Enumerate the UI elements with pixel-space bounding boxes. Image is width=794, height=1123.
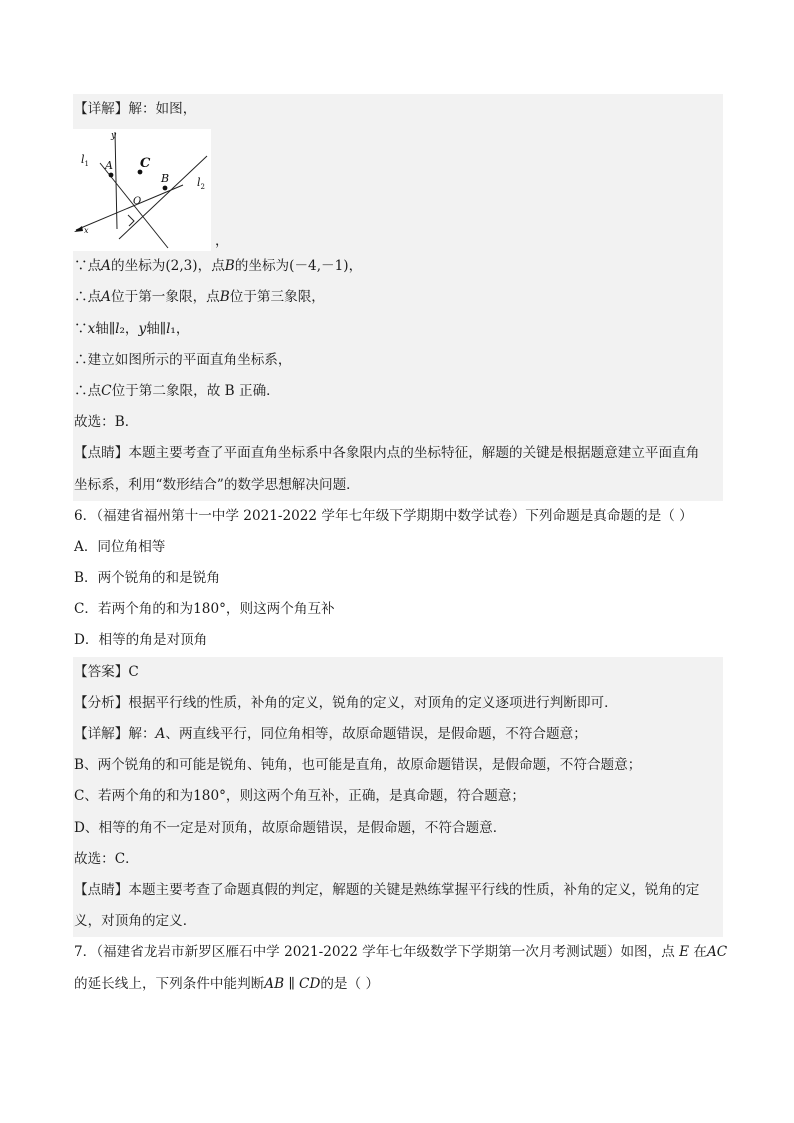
C-label: C bbox=[140, 156, 151, 172]
l2-label: $l_2$ bbox=[197, 176, 205, 192]
point-A bbox=[109, 173, 114, 178]
x-axis-label: x bbox=[84, 226, 89, 236]
text-line: ∴点𝐶位于第二象限，故 B 正确． bbox=[73, 376, 723, 407]
right-angle-mark bbox=[128, 215, 134, 226]
text-line: D．相等的角是对顶角 bbox=[74, 632, 208, 649]
text-line: C．若两个角的和为180°，则这两个角互补 bbox=[74, 601, 335, 618]
B-label: B bbox=[161, 172, 170, 186]
x-axis bbox=[76, 185, 183, 230]
text-line: ∵𝑥轴∥𝑙₂，𝑦轴∥𝑙₁， bbox=[73, 314, 723, 345]
text-line: A．同位角相等 bbox=[74, 538, 166, 555]
text-line: 6．（福建省福州第十一中学 2021-2022 学年七年级下学期期中数学试卷）下列命题是真命题的是（ ） bbox=[74, 507, 693, 524]
text-line: C、若两个角的和为180°，则这两个角互补，正确，是真命题，符合题意； bbox=[73, 781, 723, 812]
text-line: 【答案】C bbox=[73, 657, 723, 688]
text-line: 【点睛】本题主要考查了平面直角坐标系中各象限内点的坐标特征，解题的关键是根据题意建立平面直角 bbox=[73, 438, 723, 469]
O-label: O bbox=[133, 196, 142, 208]
text-line: 【详解】解：𝐴、两直线平行，同位角相等，故原命题错误，是假命题，不符合题意； bbox=[73, 719, 723, 750]
figure-box bbox=[73, 129, 211, 251]
text-line: ∴建立如图所示的平面直角坐标系， bbox=[73, 345, 723, 376]
l1-label: $l_1$ bbox=[81, 153, 89, 169]
text-line: D、相等的角不一定是对顶角，故原命题错误，是假命题，不符合题意． bbox=[73, 813, 723, 844]
text-line: 故选：B． bbox=[73, 407, 723, 438]
text-line: 【分析】根据平行线的性质，补角的定义，锐角的定义，对顶角的定义逐项进行判断即可． bbox=[73, 688, 723, 719]
text-line: 故选：C． bbox=[73, 844, 723, 875]
figure-tail: ， bbox=[215, 233, 229, 250]
text-line: B．两个锐角的和是锐角 bbox=[74, 570, 220, 587]
x-axis-arrow bbox=[74, 226, 83, 232]
text-line: 义，对顶角的定义． bbox=[73, 906, 723, 937]
coordinate-figure bbox=[73, 129, 211, 251]
y-axis-label: y bbox=[111, 131, 117, 142]
A-label: A bbox=[105, 159, 113, 173]
text-line: 7．（福建省龙岩市新罗区雁石中学 2021-2022 学年七年级数学下学期第一次月考测试题）如图，点 𝐸 在𝐴𝐶 bbox=[74, 944, 728, 961]
document-page bbox=[73, 94, 728, 1000]
text-line: 【详解】解：如图， bbox=[73, 94, 723, 125]
text-line: ∴点𝐴位于第一象限，点𝐵位于第三象限， bbox=[73, 282, 723, 313]
text-line: 坐标系，利用“数形结合”的数学思想解决问题． bbox=[73, 470, 723, 501]
text-line: ∵点𝐴的坐标为(2,3)，点𝐵的坐标为(－4,－1)， bbox=[73, 251, 723, 282]
text-line: 【点睛】本题主要考查了命题真假的判定，解题的关键是熟练掌握平行线的性质，补角的定义，锐角的定 bbox=[73, 875, 723, 906]
y-axis bbox=[115, 132, 117, 229]
text-line: 的延长线上，下列条件中能判断𝐴𝐵 ∥ 𝐶𝐷的是（ ） bbox=[74, 975, 380, 992]
figure-row bbox=[73, 125, 723, 251]
text-line: B、两个锐角的和可能是锐角、钝角，也可能是直角，故原命题错误，是假命题，不符合题意； bbox=[73, 750, 723, 781]
point-B bbox=[163, 186, 168, 191]
